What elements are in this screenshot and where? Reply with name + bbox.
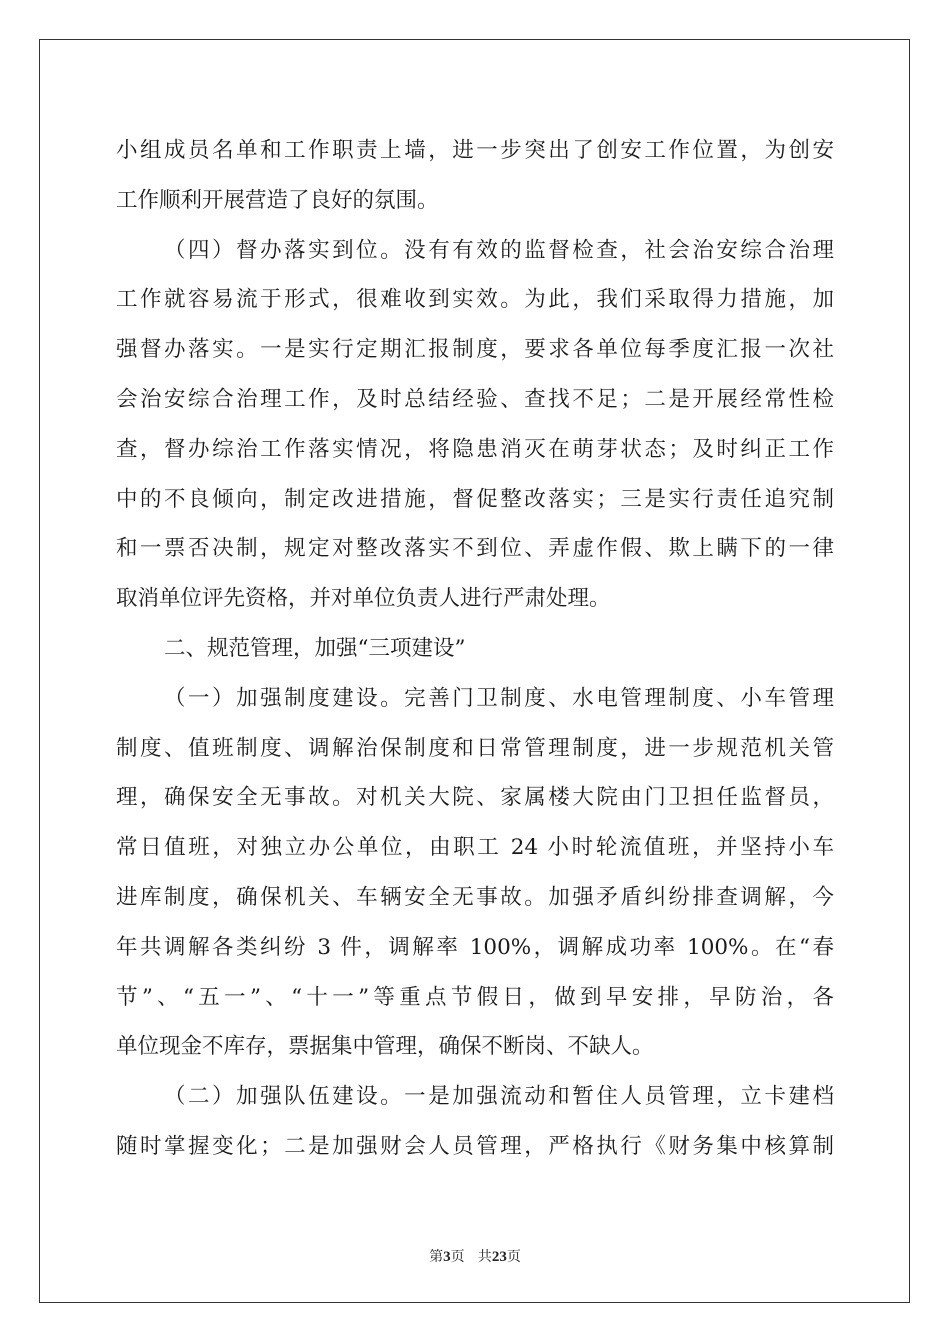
text-line: 常日值班，对独立办公单位，由职工 24 小时轮流值班，并坚持小车 (116, 835, 834, 861)
text-line: 查，督办综治工作落实情况，将隐患消灭在萌芽状态；及时纠正工作 (116, 436, 834, 462)
text-line: 单位现金不库存，票据集中管理，确保不断岗、不缺人。 (116, 1034, 654, 1060)
text-line: 工作顺利开展营造了良好的氛围。 (116, 187, 439, 213)
total-prefix: 共 (477, 1249, 492, 1265)
text-line: 取消单位评先资格，并对单位负责人进行严肃处理。 (116, 586, 611, 612)
text-line: （四）督办落实到位。没有有效的监督检查，社会治安综合治理 (164, 237, 834, 263)
page-footer (0, 1246, 950, 1266)
document-body (116, 126, 834, 1172)
text-line: 理，确保安全无事故。对机关大院、家属楼大院由门卫担任监督员， (116, 785, 834, 811)
page-current: 3 (443, 1249, 451, 1265)
text-line: 小组成员名单和工作职责上墙，进一步突出了创安工作位置，为创安 (116, 138, 834, 163)
text-line: 和一票否决制，规定对整改落实不到位、弄虚作假、欺上瞒下的一律 (116, 536, 834, 562)
page-total: 23 (491, 1249, 507, 1265)
text-line: 工作就容易流于形式，很难收到实效。为此，我们采取得力措施，加 (116, 287, 834, 313)
text-line: 年共调解各类纠纷 3 件，调解率 100%，调解成功率 100%。在“春 (116, 934, 834, 960)
total-unit: 页 (506, 1249, 521, 1265)
section-heading: 二、规范管理，加强“三项建设” (164, 635, 466, 661)
page-unit: 页 (450, 1249, 465, 1265)
text-line: 制度、值班制度、调解治保制度和日常管理制度，进一步规范机关管 (116, 735, 834, 761)
page-prefix: 第 (429, 1249, 444, 1265)
text-line: 会治安综合治理工作，及时总结经验、查找不足；二是开展经常性检 (116, 386, 834, 412)
text-line: 节”、“五一”、“十一”等重点节假日，做到早安排，早防治，各 (116, 984, 834, 1010)
text-line: （一）加强制度建设。完善门卫制度、水电管理制度、小车管理 (164, 685, 834, 711)
text-line: 中的不良倾向，制定改进措施，督促整改落实；三是实行责任追究制 (116, 486, 834, 512)
text-line: 进库制度，确保机关、车辆安全无事故。加强矛盾纠纷排查调解，今 (116, 884, 834, 910)
text-line: 强督办落实。一是实行定期汇报制度，要求各单位每季度汇报一次社 (116, 337, 834, 363)
text-line: （二）加强队伍建设。一是加强流动和暂住人员管理，立卡建档 (164, 1084, 834, 1110)
text-line: 随时掌握变化；二是加强财会人员管理，严格执行《财务集中核算制 (116, 1133, 834, 1159)
